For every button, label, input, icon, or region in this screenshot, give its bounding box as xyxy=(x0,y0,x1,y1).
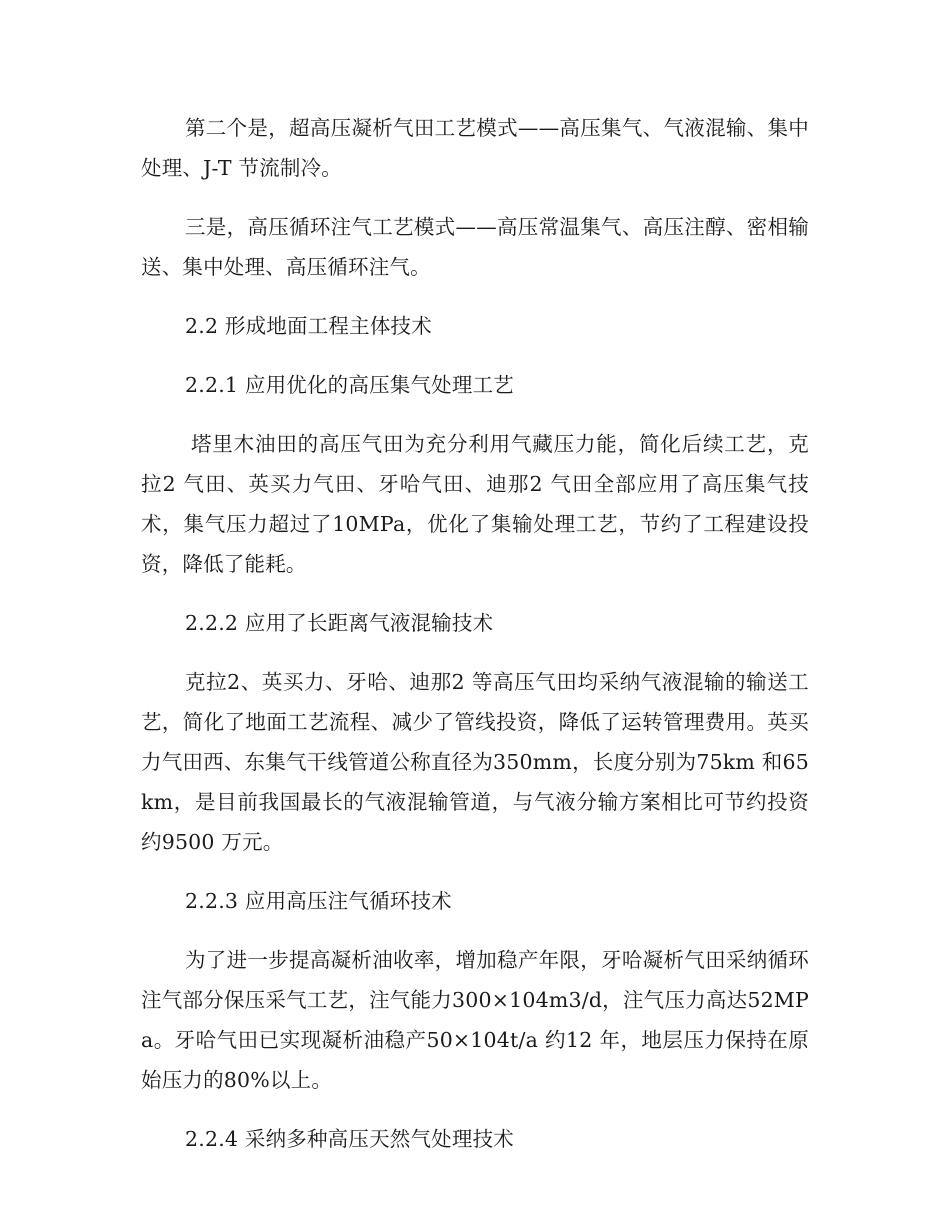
section-heading-2-2-1: 2.2.1 应用优化的高压集气处理工艺 xyxy=(185,373,514,397)
section-heading-2-2-4: 2.2.4 采纳多种高压天然气处理技术 xyxy=(185,1127,514,1151)
section-heading-2-2: 2.2 形成地面工程主体技术 xyxy=(185,314,432,338)
paragraph-multiphase-transport: 克拉2、英买力、牙哈、迪那2 等高压气田均采纳气液混输的输送工艺，简化了地面工艺流程、减少了管线投资，降低了运转管理费用。英买力气田西、东集气干线管道公称直径为350mm，长度分别为75km 和65km，是目前我国最长的气液混输管道，与气液分输方案相比可节约投资约9500 万元。 xyxy=(141,670,809,854)
section-heading-2-2-3: 2.2.3 应用高压注气循环技术 xyxy=(185,889,452,913)
paragraph-high-pressure-gathering: 塔里木油田的高压气田为充分利用气藏压力能，简化后续工艺，克拉2 气田、英买力气田、牙哈气田、迪那2 气田全部应用了高压集气技术，集气压力超过了10MPa，优化了集输处理工艺，节约了工程建设投资，降低了能耗。 xyxy=(141,432,809,576)
document-body xyxy=(141,108,809,1178)
paragraph-process-mode-3: 三是，高压循环注气工艺模式——高压常温集气、高压注醇、密相输送、集中处理、高压循环注气。 xyxy=(141,215,809,279)
paragraph-gas-injection: 为了进一步提高凝析油收率，增加稳产年限，牙哈凝析气田采纳循环注气部分保压采气工艺，注气能力300×104m3/d，注气压力高达52MPa。牙哈气田已实现凝析油稳产50×104t/a 约12 年，地层压力保持在原始压力的80%以上。 xyxy=(141,948,809,1092)
section-heading-2-2-2: 2.2.2 应用了长距离气液混输技术 xyxy=(185,611,494,635)
paragraph-process-mode-2: 第二个是，超高压凝析气田工艺模式——高压集气、气液混输、集中处理、J-T 节流制冷。 xyxy=(141,116,809,180)
